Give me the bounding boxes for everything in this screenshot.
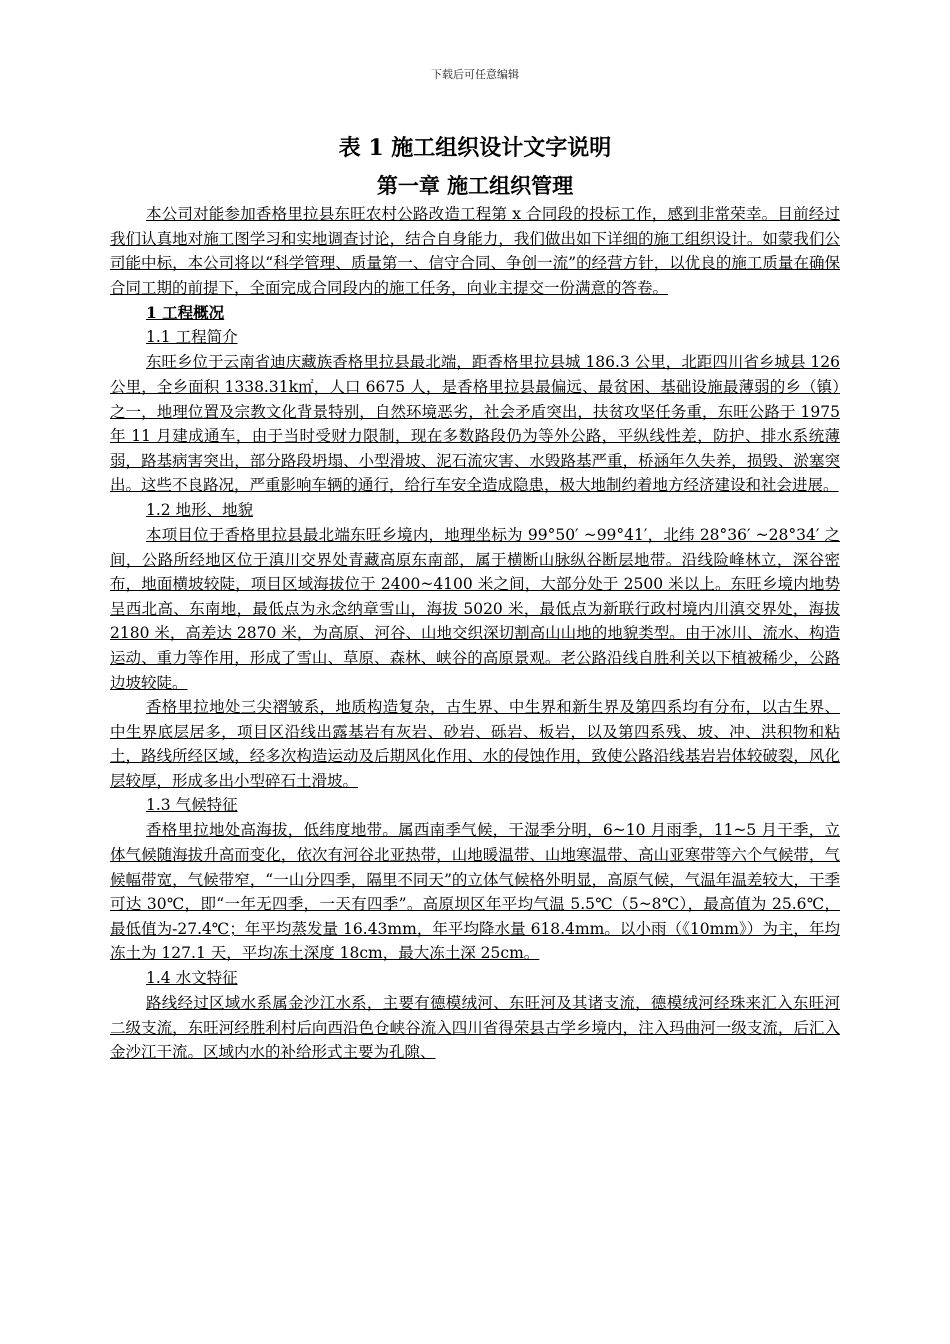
section-heading-overview: 1 工程概况 xyxy=(146,303,225,323)
subsection-heading-climate: 1.3 气候特征 xyxy=(146,796,238,815)
subsection-paragraph-intro: 东旺乡位于云南省迪庆藏族香格里拉县最北端，距香格里拉县城 186.3 公里，北距四川省乡城县 126 公里，全乡面积 1338.31k㎡，人口 6675 人，是香格里拉县最偏远、最贫困、基础设施最薄弱的乡（镇）之一，地理位置及宗教文化背景特别，自然环境恶劣，社会矛盾突出，扶贫攻坚任务重，东旺公路于 1975 年 11 月建成通车，由于当时受财力限制，现在多数路段仍为等外公路，平纵线性差，防护、排水系统薄弱，路基病害突出，部分路段坍塌、小型滑坡、泥石流灾害、水毁路基严重，桥涵年久失养，损毁、淤塞突出。这些不良路况，严重影响车辆的通行，给行车安全造成隐患，极大地制约着地方经济建设和社会进展。 xyxy=(110,353,840,495)
subsection-paragraph-climate: 香格里拉地处高海拔，低纬度地带。属西南季气候，干湿季分明，6~10 月雨季，11~5 月干季，立体气候随海拔升高而变化，依次有河谷北亚热带，山地暖温带、山地寒温带、高山亚寒带等六个气候带，气候幅带宽，气候带窄，“一山分四季，隔里不同天”的立体气候格外明显，高原气候，气温年温差较大，干季可达 30℃，即“一年无四季，一天有四季”。高原坝区年平均气温 5.5℃（5~8℃），最高值为 25.6℃，最低值为-27.4℃；年平均蒸发量 16.43mm，年平均降水量 618.4mm。以小雨（《10mm》）为主，年均冻土为 127.1 天，平均冻土深度 18cm，最大冻土深 25cm。 xyxy=(110,821,840,963)
subsection-heading-intro: 1.1 工程简介 xyxy=(146,328,238,347)
document-body xyxy=(110,130,840,1065)
subsection-paragraph-terrain-1: 本项目位于香格里拉县最北端东旺乡境内，地理坐标为 99°50′ ~99°41′，北纬 28°36′ ~28°34′ 之间，公路所经地区位于滇川交界处青藏高原东南部，属于横断山脉纵谷断层地带。沿线险峰林立，深谷密布，地面横坡较陡，项目区域海拔位于 2400~4100 米之间，大部分处于 2500 米以上。东旺乡境内地势呈西北高、东南地，最低点为永念纳章雪山，海拔 5020 米，最低点为新联行政村境内川滇交界处，海拔 2180 米，高差达 2870 米，为高原、河谷、山地交织深切割高山山地的地貌类型。由于冰川、流水、构造运动、重力等作用，形成了雪山、草原、森林、峡谷的高原景观。老公路沿线自胜利关以下植被稀少，公路边坡较陡。 xyxy=(110,525,840,692)
chapter-title: 第一章 施工组织管理 xyxy=(376,173,574,198)
intro-paragraph: 本公司对能参加香格里拉县东旺农村公路改造工程第 x 合同段的投标工作，感到非常荣幸。目前经过我们认真地对施工图学习和实地调查讨论，结合自身能力，我们做出如下详细的施工组织设计。如蒙我们公司能中标，本公司将以“科学管理、质量第一、信守合同、争创一流”的经营方针，以优良的施工质量在确保合同工期的前提下，全面完成合同段内的施工任务，向业主提交一份满意的答卷。 xyxy=(110,205,840,297)
subsection-paragraph-hydrology: 路线经过区域水系属金沙江水系，主要有德模绒河、东旺河及其诸支流，德模绒河经珠来汇入东旺河二级支流，东旺河经胜利村后向西沿色仓峡谷流入四川省得荣县古学乡境内，注入玛曲河一级支流，后汇入金沙江干流。区域内水的补给形式主要为孔隙、 xyxy=(110,994,840,1062)
document-title: 表 1 施工组织设计文字说明 xyxy=(338,135,612,161)
page-header-note: 下载后可任意编辑 xyxy=(431,68,519,81)
subsection-heading-terrain: 1.2 地形、地貌 xyxy=(146,500,254,519)
subsection-paragraph-terrain-2: 香格里拉地处三尖褶皱系，地质构造复杂，古生界、中生界和新生界及第四系均有分布，以古生界、中生界底层居多，项目区沿线出露基岩有灰岩、砂岩、砾岩、板岩，以及第四系残、坡、冲、洪积物和粘土，路线所经区域，经多次构造运动及后期风化作用、水的侵蚀作用，致使公路沿线基岩岩体较破裂，风化层较厚，形成多出小型碎石土滑坡。 xyxy=(110,698,840,790)
subsection-heading-hydrology: 1.4 水文特征 xyxy=(146,969,238,988)
